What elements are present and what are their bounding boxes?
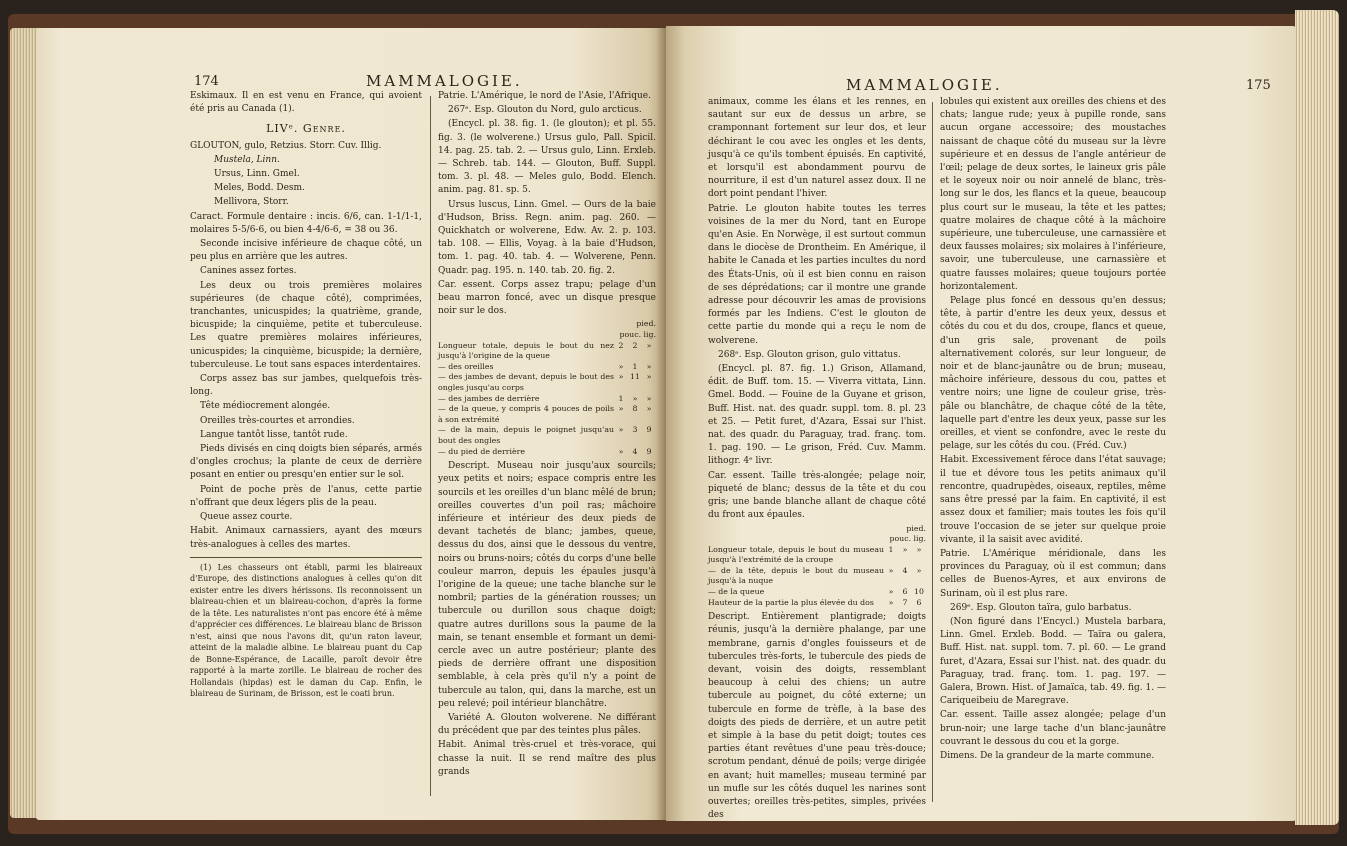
dimensions: Dimens. De la grandeur de la marte commune. (940, 750, 1155, 761)
homeland: Patrie. Le glouton habite toutes les terres voisines de la mer du Nord, tant en Europe qu'en Asie. En Norwège, il est surtout commun dans le diocèse de Drontheim. En Amérique, il habite le Canada et les parties incultes du nord des États-Unis, où il est bien connu en raison de ses déprédations; car il montre une grande adresse pour découvrir les amas de provisions formés par les Indiens. C'est le glouton de cette partie du monde qui a reçu le nom de wolverene. (708, 203, 926, 346)
synonym: Mellivora, Storr. (214, 197, 289, 208)
footnote: (1) Les chasseurs ont établi, parmi les blaireaux d'Europe, des distinctions analogues à celles qu'on dit exister entre les divers hérissons. Ils reconnoissent un blaireau-chien et un blaireau-cochon, d'après la forme de la tête. Les naturalistes n'ont pas encore été à même d'apprécier ces différences. Le blaireau blanc de Brisson n'est, ainsi que nous l'avons dit, qu'un raton laveur, atteint de la maladie albine. Le blaireau puant du Cap de Bonne-Espérance, de Lacaille, paroît devoir être rapporté à la marte zorille. Le blaireau de rocher des Hollandais (hipdas) est le daman du Cap. Enfin, le blaireau de Surinam, de Brisson, est le coati brun. (190, 562, 422, 699)
synonym: Meles, Bodd. Desm. (214, 183, 305, 194)
dimension-label: — des jambes de devant, depuis le bout des ongles jusqu'au corps (438, 372, 614, 393)
left-page (36, 28, 666, 820)
dimensions-table (438, 319, 656, 457)
synonymy: Ursus luscus, Linn. Gmel. — Ours de la baie d'Hudson, Briss. Regn. anim. pag. 260. — Quickhatch or wolverene, Edw. Av. 2. p. 103. tab. 108. — Ellis, Voyag. à la baie d'Hudson, tom. 1. pag. 40. tab. 4. — Wolverene, Penn. Quadr. pag. 195. n. 140. tab. 20. fig. 2. (438, 199, 656, 276)
dimension-row (708, 598, 926, 609)
dimension-row (438, 425, 656, 446)
dimension-lines: » (916, 544, 922, 554)
dimension-label: — de la main, depuis le poignet jusqu'au bout des ongles (438, 425, 614, 445)
dimensions-table (708, 524, 926, 609)
dimension-lines: » (646, 361, 652, 371)
dimension-feet: 1 (888, 544, 894, 554)
running-head-right: MAMMALOGIE. (846, 76, 1003, 94)
dimension-inches: 8 (632, 404, 638, 414)
paragraph: Les deux ou trois premières molaires supérieures (de chaque côté), comprimées, tranchantes, unicuspides; la quatrième, grande, bicuspide; la cinquième, petite et tuberculeuse. Les quatre premières molaires inférieures, unicuspides; la cinquième, bicuspide; la dernière, tuberculeuse. Le tout sans espaces interdentaires. (190, 280, 422, 370)
dimension-feet: » (888, 565, 894, 575)
dimension-row (438, 394, 656, 405)
synonymy: (Encycl. pl. 38. fig. 1. (le glouton); et pl. 55. fig. 3. (le wolverene.) Ursus gulo, Pall. Spicil. 14. pag. 25. tab. 2. — Ursus gulo, Linn. Erxleb. — Schreb. tab. 144. — Glouton, Buff. Suppl. tom. 3. pl. 48. — Meles gulo, Bodd. Elench. anim. pag. 81. sp. 5. (438, 119, 656, 196)
dimension-row (438, 362, 656, 373)
synonym: Mustela, Linn. (214, 154, 280, 165)
column-divider (430, 96, 431, 796)
dimension-feet: » (888, 597, 894, 607)
dimension-row (708, 566, 926, 587)
dimension-lines: 6 (916, 597, 922, 607)
dimension-feet: » (618, 372, 624, 382)
synonymy: (Encycl. pl. 87. fig. 1.) Grison, Allamand, édit. de Buff. tom. 15. — Viverra vittata, Linn. Gmel. Bodd. — Fouine de la Guyane et grison, Buff. Hist. nat. des quadr. suppl. tom. 8. pl. 23 et 25. — Petit furet, d'Azara, Essai sur l'hist. nat. des quadr. du Paraguay, trad. franç. tom. 1. pag. 190. — Le grison, Fréd. Cuv. Mamm. lithogr. 4ᵉ livr. (708, 364, 926, 467)
paragraph: Habit. Animaux carnassiers, ayant des mœurs très-analogues à celles des martes. (190, 526, 422, 550)
paragraph: Canines assez fortes. (200, 266, 297, 277)
paragraph: Corps assez bas sur jambes, quelquefois très-long. (190, 374, 422, 398)
dimension-row (708, 545, 926, 566)
dimension-label: — de la tête, depuis le bout du museau jusqu'à la nuque (708, 565, 884, 586)
essential-characters: Car. essent. Taille très-alongée; pelage noir, piqueté de blanc; dessus de la tête et du cou gris; une bande blanche allant de chaque côté du front aux épaules. (708, 470, 926, 521)
dimension-label: — du pied de derrière (438, 446, 525, 456)
paragraph: Point de poche près de l'anus, cette partie n'offrant que deux légers plis de la peau. (190, 484, 422, 508)
dimension-inches: 4 (902, 565, 908, 575)
dim-units: pied. pouc. lig. (889, 523, 926, 544)
homeland: Patrie. L'Amérique méridionale, dans les provinces du Paraguay, où il est commun; dans celles de Buenos-Ayres, et aux environs de Surinam, où il est plus rare. (940, 548, 1166, 599)
dimension-inches: 7 (902, 597, 908, 607)
left-column-2 (438, 90, 656, 780)
dimension-label: Longueur totale, depuis le bout du nez jusqu'à l'origine de la queue (438, 340, 614, 361)
dimension-inches: 2 (632, 340, 638, 350)
paragraph: Eskimaux. Il en est venu en France, qui avoient été pris au Canada (1). (190, 91, 422, 115)
right-column-2 (940, 96, 1166, 764)
essential-characters: Car. essent. Corps assez trapu; pelage d'un beau marron foncé, avec un disque presque noir sur le dos. (438, 279, 656, 317)
running-head-left: MAMMALOGIE. (366, 72, 523, 90)
dimension-row (438, 447, 656, 458)
dimension-feet: » (618, 404, 624, 414)
description: Descript. Entièrement plantigrade; doigts réunis, jusqu'à la dernière phalange, par une membrane, garnis d'ongles fouisseurs et de tubercules très-forts, le tubercule des pieds de devant, voisin des doigts, ressemblant beaucoup à celui des chiens; un autre tubercule au poignet, du côté externe; un tubercule en forme de trèfle, à la base des doigts des pieds de derrière, et un autre petit et simple à la base du petit doigt; toutes ces parties étant revêtues d'une peau très-douce; scrotum pendant, dénué de poils; verge dirigée en avant; huit mamelles; museau terminé par un mufle sur les côtés duquel les narines sont ouvertes; oreilles très-petites, simples, privées des (708, 612, 926, 821)
dimension-feet: » (888, 587, 894, 597)
paragraph: Tête médiocrement alongée. (200, 401, 331, 412)
paragraph: Oreilles très-courtes et arrondies. (200, 415, 355, 426)
habitat: Habit. Excessivement féroce dans l'état sauvage; il tue et dévore tous les petits animaux qu'il rencontre, quadrupèdes, oiseaux, reptiles, même sans être pressé par la faim. En captivité, il est assez doux et familier; mais toutes les fois qu'il trouve l'occasion de se jeter sur quelque proie vivante, il la saisit avec avidité. (940, 455, 1166, 545)
dim-units-label (708, 524, 884, 545)
dimension-row (438, 372, 656, 393)
synonym: GLOUTON, gulo, Retzius. Storr. Cuv. Illig. (190, 140, 382, 151)
synonymy: (Non figuré dans l'Encycl.) Mustela barbara, Linn. Gmel. Erxleb. Bodd. — Taïra ou galera, Buff. Hist. nat. suppl. tom. 7. pl. 60. — Le grand furet, d'Azara, Essai sur l'hist. nat. des quadr. du Paraguay, trad. franç. tom. 1. pag. 197. — Galera, Brown. Hist. of Jamaïca, tab. 49. fig. 1. — Cariqueibeiu de Maregrave. (940, 616, 1166, 707)
paragraph: Pelage plus foncé en dessous qu'en dessus; tête, à partir d'entre les deux yeux, dessus et côtés du cou et du dos, croupe, flancs et queue, d'un gris sale, provenant de poils alternativement colorés, sur leur longueur, de noir et de blanc-jaunâtre ou de brun; museau, mâchoire inférieure, dessous du cou, pattes et ventre noirs; une ligne de couleur grise, très-pâle ou blanchâtre, de chaque côté de la tête, laquelle part d'entre les deux yeux, passe sur les oreilles, et vient se confondre, avec le reste du pelage, sur les côtés du cou. (Fréd. Cuv.) (940, 296, 1166, 452)
dimension-lines: » (646, 404, 652, 414)
species-heading: 268ᵉ. Esp. Glouton grison, gulo vittatus. (718, 349, 901, 360)
species-heading: 267ᵉ. Esp. Glouton du Nord, gulo arcticus. (448, 105, 642, 116)
dimension-inches: » (902, 544, 908, 554)
paragraph: lobules qui existent aux oreilles des chiens et des chats; langue rude; yeux à pupille ronde, sans aucun organe accessoire; des moustaches naissant de chaque côté du museau sur la lèvre supérieure et en dessus de l'angle antérieur de l'œil; pelage de deux sortes, le laineux gris pâle et le soyeux noir ou noir annelé de blanc, très-long sur le dos, les flancs et la queue, beaucoup plus court sur le museau, la tête et les pattes; quatre molaires de chaque côté à la mâchoire supérieure, une tuberculeuse, une carnassière et deux fausses molaires; six molaires à l'inférieure, savoir, une tuberculeuse, une carnassière et quatre fausses molaires; queue toujours portée horizontalement. (940, 97, 1166, 292)
dimension-inches: 6 (902, 587, 908, 597)
paragraph: Patrie. L'Amérique, le nord de l'Asie, l'Afrique. (438, 91, 651, 101)
essential-characters: Car. essent. Taille assez alongée; pelage d'un brun-noir; une large tache d'un blanc-jaunâtre couvrant le dessous du cou et la gorge. (940, 710, 1166, 747)
dimension-inches: » (632, 393, 638, 403)
habitat: Habit. Animal très-cruel et très-vorace, qui chasse la nuit. Il se rend maître des plus grands (438, 740, 656, 777)
left-column-1 (190, 90, 422, 701)
dimension-row (438, 341, 656, 362)
dimension-feet: » (618, 446, 624, 456)
dimension-feet: » (618, 361, 624, 371)
dim-units: pied. pouc. lig. (619, 319, 656, 340)
dimension-feet: » (618, 425, 624, 435)
page-number-left: 174 (194, 74, 219, 89)
page-number-right: 175 (1246, 78, 1271, 93)
paragraph: Pieds divisés en cinq doigts bien séparés, armés d'ongles crochus; la plante de ceux de derrière posant en entier ou presqu'en entier sur le sol. (190, 444, 422, 481)
dimension-row (438, 404, 656, 425)
dimension-inches: 11 (630, 372, 640, 382)
dimension-lines: 9 (646, 446, 652, 456)
synonym: Ursus, Linn. Gmel. (214, 169, 300, 180)
paragraph: Seconde incisive inférieure de chaque côté, un peu plus en arrière que les autres. (190, 239, 422, 263)
dimension-lines: » (646, 372, 652, 382)
dimension-feet: 2 (618, 340, 624, 350)
paragraph: animaux, comme les élans et les rennes, en sautant sur eux de dessus un arbre, se cramponnant fortement sur leur dos, et leur déchirant le cou avec les ongles et les dents, jusqu'à ce qu'ils tombent épuisés. En captivité, et lorsqu'il est abondamment pourvu de nourriture, il est d'un naturel assez doux. Il ne dort point pendant l'hiver. (708, 97, 926, 200)
description: Descript. Museau noir jusqu'aux sourcils; yeux petits et noirs; espace compris entre les sourcils et les oreilles d'un blanc mêlé de brun; oreilles couvertes d'un poil ras; mâchoire inférieure et intérieur des deux pieds de devant tachetés de blanc; jambes, queue, dessus du dos, ainsi que le dessous du ventre, noirs ou bruns-noirs; côtés du corps d'une belle couleur marron, depuis les épaules jusqu'à l'origine de la queue; une tache blanche sur le nombril; parties de la génération rousses; un tubercule ou durillon sous chaque doigt; quatre autres durillons sous la paume de la main, se tenant ensemble et formant un demi-cercle avec un autre postérieur; plante des pieds de derrière offrant une disposition semblable, à cela près qu'il n'y a point de tubercule au talon, qui, dans la marche, est un peu relevé; poil intérieur blanchâtre. (438, 461, 656, 709)
paragraph: Langue tantôt lisse, tantôt rude. (200, 429, 348, 440)
dimension-label: Hauteur de la partie la plus élevée du dos (708, 597, 874, 607)
footnote-rule (190, 557, 422, 558)
right-column-1 (708, 96, 926, 821)
dim-units-label (438, 319, 614, 340)
dimension-lines: » (916, 565, 922, 575)
dimension-inches: 3 (632, 425, 638, 435)
dimension-lines: 9 (646, 425, 652, 435)
dimension-lines: » (646, 393, 652, 403)
genus-heading: LIVᵉ. Genre. (266, 122, 346, 136)
column-divider (932, 102, 933, 802)
dental-formula: Caract. Formule dentaire : incis. 6/6, can. 1-1/1-1, molaires 5-5/6-6, ou bien 4-4/6-6, = 38 ou 36. (190, 211, 422, 235)
page-edges-right (1295, 10, 1339, 825)
variety: Variété A. Glouton wolverene. Ne différant du précédent que par des teintes plus pâles. (438, 713, 656, 737)
right-page (666, 26, 1296, 821)
dimension-lines: 10 (914, 587, 924, 597)
dimension-label: — des jambes de derrière (438, 393, 540, 403)
species-heading: 269ᵉ. Esp. Glouton taïra, gulo barbatus. (950, 602, 1132, 613)
paragraph: Queue assez courte. (200, 512, 293, 523)
dimension-label: — de la queue, y compris 4 pouces de poils à son extrémité (438, 404, 614, 424)
dimension-row (708, 587, 926, 598)
dimension-inches: 4 (632, 446, 638, 456)
dimension-lines: » (646, 340, 652, 350)
dimension-feet: 1 (618, 393, 624, 403)
dimension-label: — de la queue (708, 587, 765, 597)
dimension-label: Longueur totale, depuis le bout du museau jusqu'à l'extrémité de la croupe (708, 544, 884, 565)
dimension-inches: 1 (632, 361, 638, 371)
dimension-label: — des oreilles (438, 361, 494, 371)
